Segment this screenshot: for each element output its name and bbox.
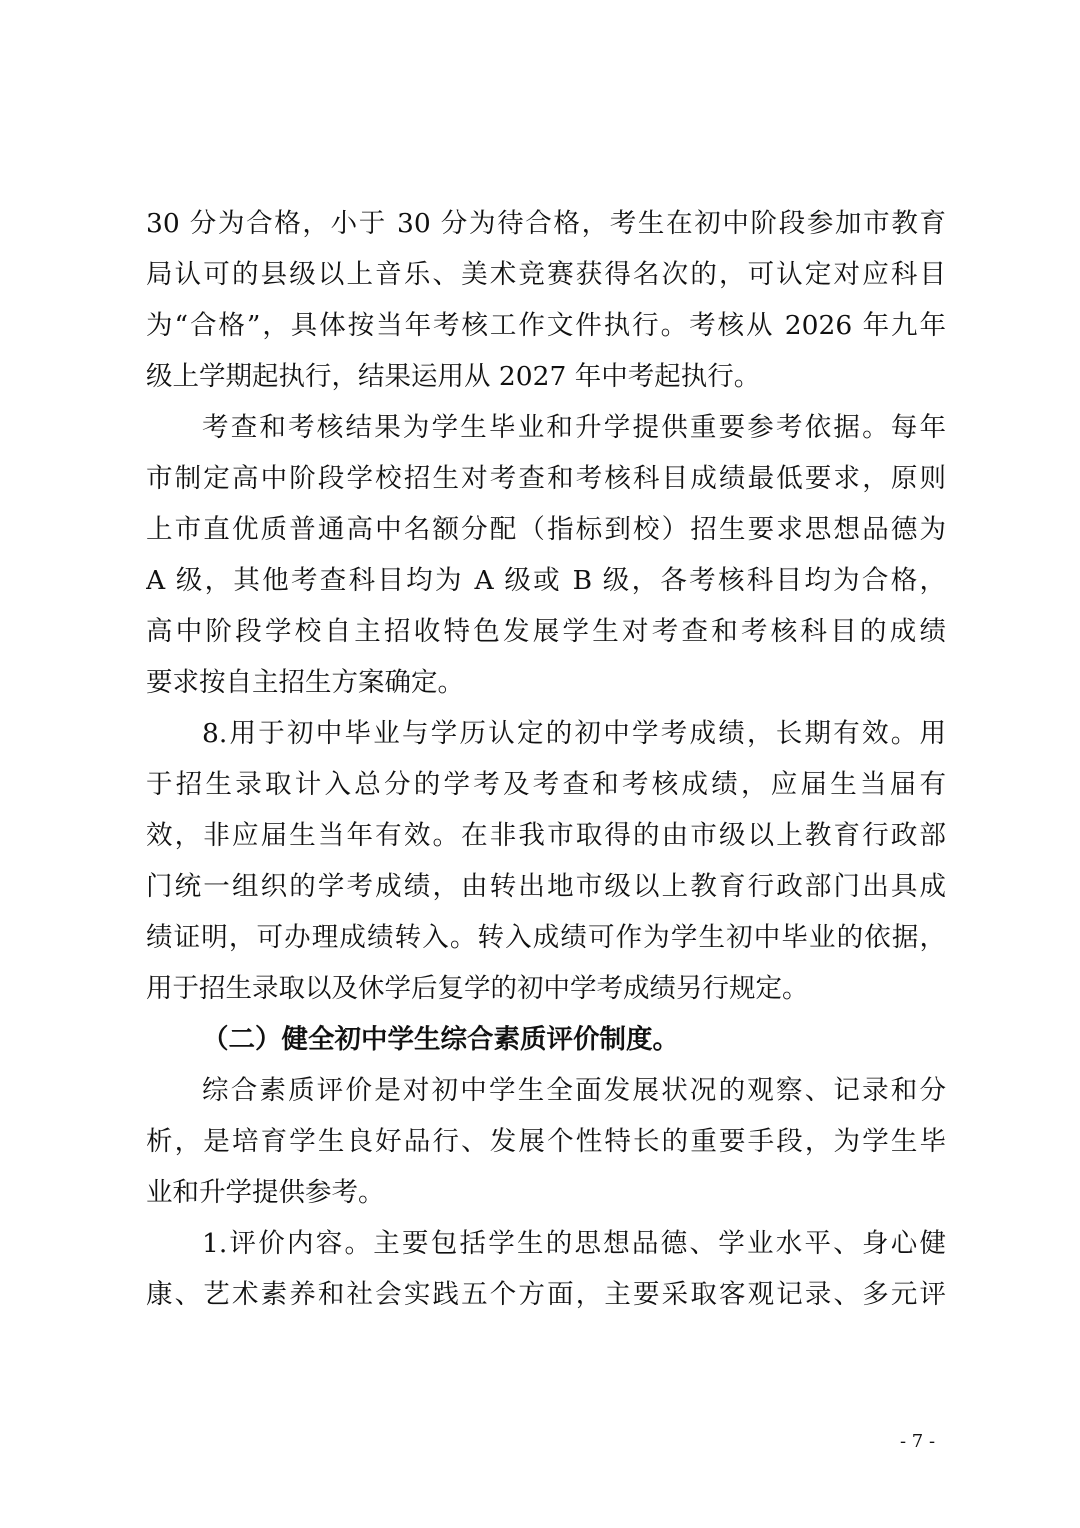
text-line: 绩证明，可办理成绩转入。转入成绩可作为学生初中毕业的依据，: [146, 922, 946, 953]
text-line: 要求按自主招生方案确定。: [146, 667, 464, 698]
text-line: 市制定高中阶段学校招生对考查和考核科目成绩最低要求，原则: [146, 463, 946, 494]
paragraph-start-line: 综合素质评价是对初中学生全面发展状况的观察、记录和分: [202, 1075, 946, 1106]
section-heading: （二）健全初中学生综合素质评价制度。: [202, 1024, 679, 1055]
text-line: 用于招生录取以及休学后复学的初中学考成绩另行规定。: [146, 973, 809, 1004]
text-line: 于招生录取计入总分的学考及考查和考核成绩，应届生当届有: [146, 769, 946, 800]
text-line: 析，是培育学生良好品行、发展个性特长的重要手段，为学生毕: [146, 1126, 946, 1157]
text-line: 业和升学提供参考。: [146, 1177, 385, 1208]
text-line: 级上学期起执行，结果运用从 2027 年中考起执行。: [146, 361, 761, 392]
page-number: - 7 -: [900, 1431, 936, 1452]
text-line: 门统一组织的学考成绩，由转出地市级以上教育行政部门出具成: [146, 871, 946, 902]
text-line: 高中阶段学校自主招收特色发展学生对考查和考核科目的成绩: [146, 616, 946, 647]
text-line: 30 分为合格，小于 30 分为待合格，考生在初中阶段参加市教育: [146, 208, 946, 239]
text-line: A 级，其他考查科目均为 A 级或 B 级，各考核科目均为合格，: [146, 565, 946, 596]
text-line: 康、艺术素养和社会实践五个方面，主要采取客观记录、多元评: [146, 1279, 946, 1310]
paragraph-start-line: 考查和考核结果为学生毕业和升学提供重要参考依据。每年: [202, 412, 946, 443]
text-line: 效，非应届生当年有效。在非我市取得的由市级以上教育行政部: [146, 820, 946, 851]
document-body: [146, 198, 946, 1320]
text-line: 上市直优质普通高中名额分配（指标到校）招生要求思想品德为: [146, 514, 946, 545]
paragraph-start-line: 1.评价内容。主要包括学生的思想品德、学业水平、身心健: [202, 1228, 946, 1259]
text-line: 局认可的县级以上音乐、美术竞赛获得名次的，可认定对应科目: [146, 259, 946, 290]
text-line: 为“合格”，具体按当年考核工作文件执行。考核从 2026 年九年: [146, 310, 946, 341]
paragraph-start-line: 8.用于初中毕业与学历认定的初中学考成绩，长期有效。用: [202, 718, 946, 749]
